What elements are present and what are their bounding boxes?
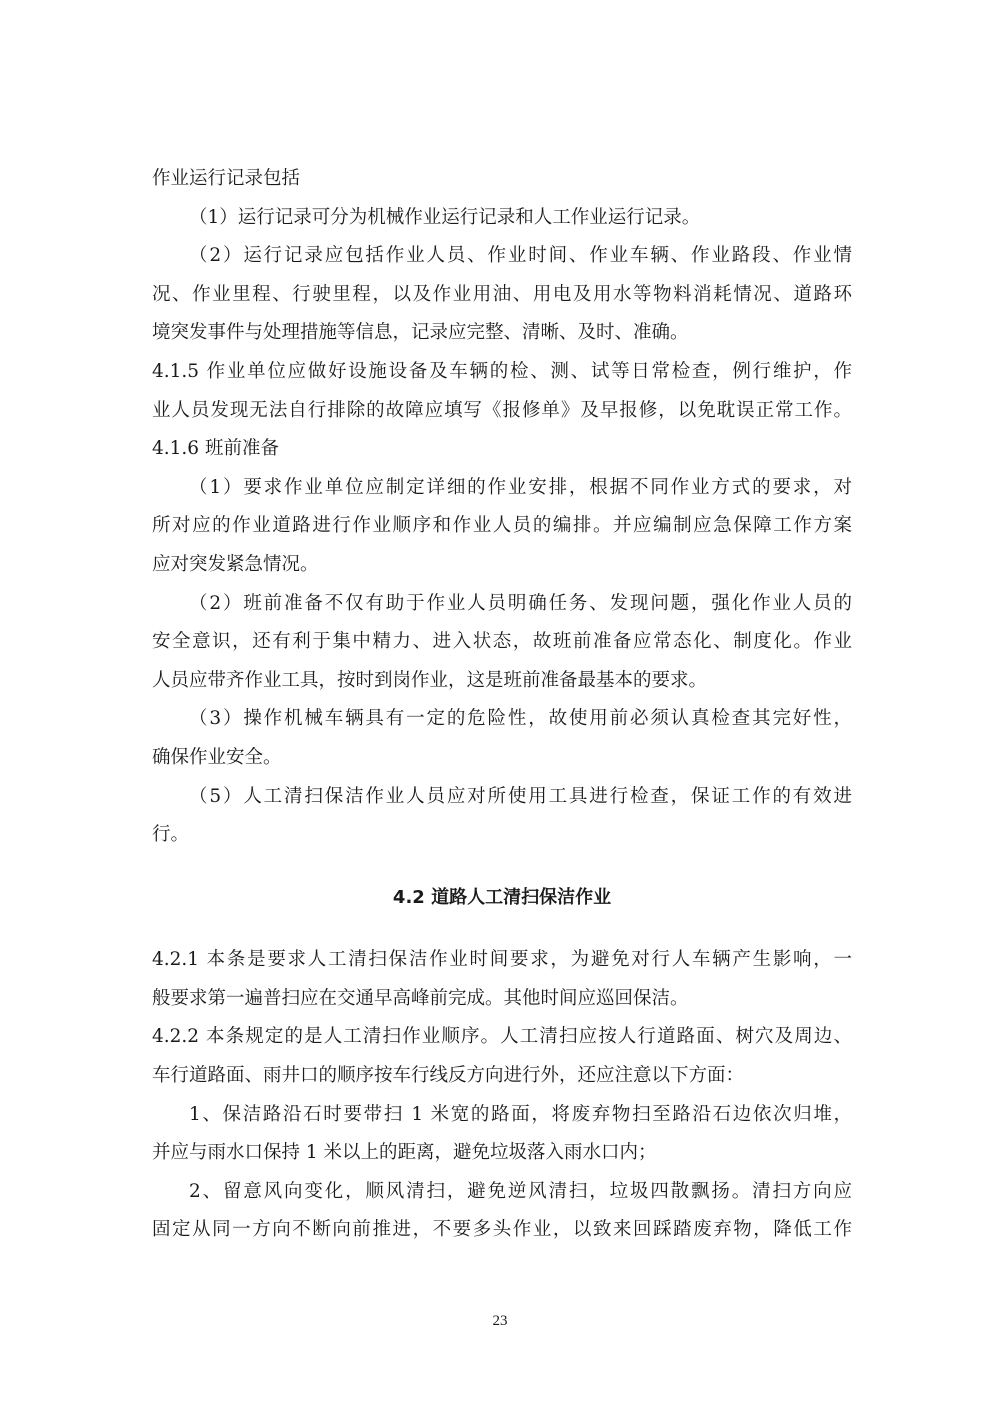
text-line: 固定从同一方向不断向前推进，不要多头作业，以致来回踩踏废弃物，降低工作 <box>152 1219 852 1241</box>
text-line: 业人员发现无法自行排除的故障应填写《报修单》及早报修，以免耽误正常工作。 <box>152 399 852 421</box>
text-line: 4.1.5 作业单位应做好设施设备及车辆的检、测、试等日常检查，例行维护，作 <box>152 360 852 382</box>
text-line: 并应与雨水口保持 1 米以上的距离，避免垃圾落入雨水口内； <box>152 1142 657 1164</box>
text-line: 所对应的作业道路进行作业顺序和作业人员的编排。并应编制应急保障工作方案 <box>152 515 852 537</box>
text-line: （3）操作机械车辆具有一定的危险性，故使用前必须认真检查其完好性， <box>189 708 852 730</box>
text-line: 行。 <box>152 824 190 846</box>
text-line: （1）要求作业单位应制定详细的作业安排，根据不同作业方式的要求，对 <box>189 476 852 498</box>
text-line: 4.2.2 本条规定的是人工清扫作业顺序。人工清扫应按人行道路面、树穴及周边、 <box>152 1026 852 1048</box>
text-line: 4.1.6 班前准备 <box>152 438 279 460</box>
text-line: 况、作业里程、行驶里程，以及作业用油、用电及用水等物料消耗情况、道路环 <box>152 283 852 305</box>
text-line: 境突发事件与处理措施等信息，记录应完整、清晰、及时、准确。 <box>152 322 689 344</box>
text-block-4-1 <box>152 160 852 855</box>
text-line: 人员应带齐作业工具，按时到岗作业，这是班前准备最基本的要求。 <box>152 669 708 691</box>
text-line: 车行道路面、雨井口的顺序按车行线反方向进行外，还应注意以下方面： <box>152 1065 745 1087</box>
text-block-4-2 <box>152 941 852 1250</box>
text-line: 2、留意风向变化，顺风清扫，避免逆风清扫，垃圾四散飘扬。清扫方向应 <box>189 1180 852 1202</box>
text-line: 安全意识，还有利于集中精力、进入状态，故班前准备应常态化、制度化。作业 <box>152 631 852 653</box>
page-number: 23 <box>492 1313 508 1329</box>
text-line: （2）运行记录应包括作业人员、作业时间、作业车辆、作业路段、作业情 <box>189 245 852 267</box>
text-line: 1、保洁路沿石时要带扫 1 米宽的路面，将废弃物扫至路沿石边依次归堆， <box>189 1103 852 1125</box>
document-body <box>152 160 852 1250</box>
text-line: （5）人工清扫保洁作业人员应对所使用工具进行检查，保证工作的有效进 <box>189 785 852 807</box>
text-line: 般要求第一遍普扫应在交通早高峰前完成。其他时间应巡回保洁。 <box>152 987 689 1009</box>
text-line: 4.2.1 本条是要求人工清扫保洁作业时间要求，为避免对行人车辆产生影响，一 <box>152 949 852 971</box>
text-line: 应对突发紧急情况。 <box>152 553 319 575</box>
text-line: （1）运行记录可分为机械作业运行记录和人工作业运行记录。 <box>189 206 701 228</box>
text-line: （2）班前准备不仅有助于作业人员明确任务、发现问题，强化作业人员的 <box>189 592 852 614</box>
text-line: 作业运行记录包括 <box>152 168 301 189</box>
text-line: 确保作业安全。 <box>152 746 282 768</box>
section-heading: 4.2 道路人工清扫保洁作业 <box>392 886 612 908</box>
